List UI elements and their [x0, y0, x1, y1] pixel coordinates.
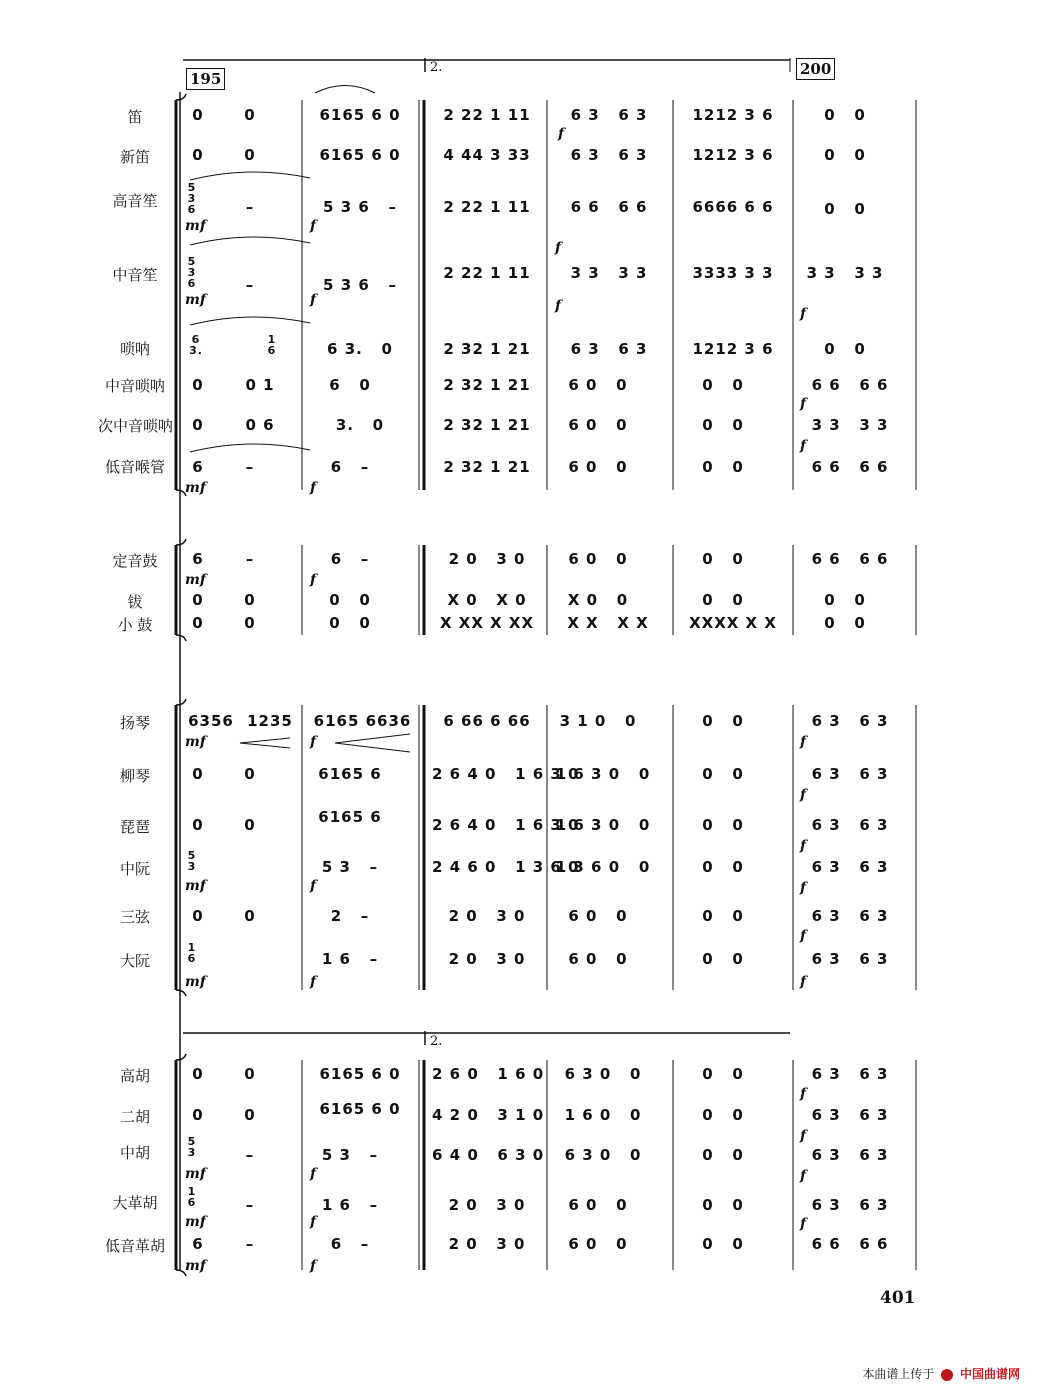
dynamic-mark: f — [310, 878, 317, 894]
dynamic-mark: f — [310, 292, 317, 308]
score-cell: 6 3 6 3 — [811, 1106, 889, 1124]
dynamic-mark: f — [310, 1166, 317, 1182]
footer-logo-icon — [941, 1369, 953, 1381]
score-cell: 5 3 6 — [187, 255, 197, 290]
score-cell: 2 6 0 1 6 0 — [432, 1065, 545, 1083]
score-cell: 0 — [244, 816, 256, 834]
score-cell: 6 — [192, 550, 204, 568]
score-cell: 2 0 3 0 — [448, 907, 526, 925]
score-cell: 0 — [244, 106, 256, 124]
score-cell: 0 — [244, 146, 256, 164]
dynamic-mark: mf — [185, 734, 206, 750]
score-cell: 3333 3 3 — [692, 264, 774, 282]
instrument-label: 中音笙 — [112, 266, 158, 284]
score-cell: 0 — [244, 765, 256, 783]
dynamic-mark: f — [555, 298, 562, 314]
score-cell: 6 – — [330, 550, 370, 568]
score-cell: 0 — [192, 765, 204, 783]
score-cell: 6165 6 0 — [319, 1100, 401, 1118]
score-cell: 0 0 — [824, 591, 866, 609]
footer-text: 本曲谱上传于 — [862, 1367, 935, 1381]
dynamic-mark: f — [800, 1168, 807, 1184]
score-cell: 1 6 — [187, 1185, 197, 1209]
score-cell: 0 0 — [824, 340, 866, 358]
score-cell: – — [245, 198, 255, 216]
instrument-label: 低音革胡 — [104, 1237, 165, 1255]
score-cell: 2 22 1 11 — [443, 198, 531, 216]
score-cell: 1 6 — [187, 941, 197, 965]
dynamic-mark: f — [800, 438, 807, 454]
instrument-label: 高胡 — [119, 1067, 150, 1085]
score-cell: 6 6 6 6 — [570, 198, 648, 216]
instrument-label: 小 鼓 — [117, 616, 153, 634]
score-cell: 6356 — [188, 712, 234, 730]
score-cell: 2 0 3 0 — [448, 1235, 526, 1253]
score-cell: 2 22 1 11 — [443, 106, 531, 124]
score-cell: 0 — [192, 816, 204, 834]
instrument-label: 柳琴 — [119, 767, 150, 785]
score-cell: 1 6 – — [321, 950, 379, 968]
score-cell: 0 — [192, 376, 204, 394]
instrument-label: 琵琶 — [119, 818, 150, 836]
score-cell: 0 — [244, 591, 256, 609]
score-cell: 0 0 — [702, 550, 744, 568]
score-cell: 3 3 3 3 — [811, 416, 889, 434]
score-cell: 6 6 6 6 — [811, 1235, 889, 1253]
score-cell: X 0 0 — [567, 591, 629, 609]
score-cell: 3 3 3 3 — [806, 264, 884, 282]
score-cell: – — [245, 1196, 255, 1214]
score-cell: 1 6 3 0 0 — [555, 816, 651, 834]
score-cell: 0 — [192, 146, 204, 164]
volta-label-bowed: 2. — [430, 1034, 443, 1049]
score-cell: 0 — [192, 1106, 204, 1124]
dynamic-mark: f — [310, 218, 317, 234]
score-cell: 2 4 6 0 1 3 6 0 — [432, 858, 580, 876]
score-cell: 0 0 — [824, 146, 866, 164]
dynamic-mark: f — [310, 974, 317, 990]
dynamic-mark: f — [800, 1086, 807, 1102]
score-cell: 0 0 — [702, 1235, 744, 1253]
score-cell: 6 0 0 — [568, 550, 628, 568]
score-cell: 6 – — [330, 458, 370, 476]
score-cell: – — [245, 1146, 255, 1164]
dynamic-mark: f — [800, 880, 807, 896]
score-cell: X 0 X 0 — [447, 591, 527, 609]
score-cell: 3 3 3 3 — [570, 264, 648, 282]
score-cell: 6 — [192, 458, 204, 476]
score-cell: 1 6 — [267, 333, 277, 357]
score-cell: 6 0 0 — [568, 1196, 628, 1214]
score-cell: 6 3 6 3 — [811, 858, 889, 876]
score-cell: 6 – — [330, 1235, 370, 1253]
dynamic-mark: mf — [185, 292, 206, 308]
score-cell: 0 1 — [245, 376, 275, 394]
footer-watermark — [862, 1365, 1020, 1382]
score-cell: 1212 3 6 — [692, 106, 774, 124]
dynamic-mark: mf — [185, 1258, 206, 1274]
dynamic-mark: f — [310, 572, 317, 588]
score-cell: 5 3 6 – — [323, 276, 397, 294]
dynamic-mark: f — [800, 1216, 807, 1232]
score-cell: 6 3 6 3 — [811, 816, 889, 834]
score-cell: X X X X — [567, 614, 649, 632]
score-cell: 6 3. — [189, 333, 203, 357]
score-cell: 0 0 — [824, 106, 866, 124]
score-cell: 6 3 6 3 — [570, 106, 648, 124]
instrument-label: 中胡 — [119, 1144, 150, 1162]
dynamic-mark: f — [310, 1214, 317, 1230]
instrument-label: 高音笙 — [112, 192, 158, 210]
score-cell: 0 0 — [702, 712, 744, 730]
instrument-label: 中阮 — [119, 860, 150, 878]
score-cell: 3 1 0 0 — [559, 712, 637, 730]
dynamic-mark: f — [800, 928, 807, 944]
score-cell: 0 0 — [702, 907, 744, 925]
score-cell: 6 3 0 0 — [564, 1065, 642, 1083]
score-cell: 6 3 6 3 — [570, 146, 648, 164]
score-cell: 0 0 — [702, 1106, 744, 1124]
dynamic-mark: mf — [185, 572, 206, 588]
score-cell: 6 0 0 — [568, 376, 628, 394]
dynamic-mark: f — [800, 1128, 807, 1144]
score-cell: – — [245, 276, 255, 294]
score-cell: 6 6 6 6 — [811, 458, 889, 476]
dynamic-mark: f — [800, 396, 807, 412]
dynamic-mark: mf — [185, 1214, 206, 1230]
score-cell: 6 3 6 3 — [811, 1196, 889, 1214]
score-cell: 6 66 6 66 — [443, 712, 531, 730]
score-cell: 6 3 0 0 — [564, 1146, 642, 1164]
score-cell: 5 3 6 – — [323, 198, 397, 216]
score-cell: 6 6 6 6 — [811, 550, 889, 568]
score-cell: – — [245, 458, 255, 476]
score-cell: 6 4 0 6 3 0 — [432, 1146, 545, 1164]
footer-brand: 中国曲谱网 — [959, 1367, 1020, 1381]
score-cell: 5 3 – — [321, 858, 379, 876]
score-cell: 0 0 — [702, 765, 744, 783]
score-cell: 0 — [192, 1065, 204, 1083]
instrument-label: 扬琴 — [119, 714, 150, 732]
dynamic-mark: f — [800, 787, 807, 803]
score-cell: 1212 3 6 — [692, 146, 774, 164]
score-cell: 2 32 1 21 — [443, 376, 531, 394]
score-cell: 0 0 — [702, 1196, 744, 1214]
score-cell: – — [245, 1235, 255, 1253]
score-cell: 2 – — [330, 907, 370, 925]
dynamic-mark: f — [555, 240, 562, 256]
score-cell: 0 0 — [824, 200, 866, 218]
measure-number-195: 195 — [186, 68, 225, 90]
score-cell: 5 3 – — [321, 1146, 379, 1164]
score-cell: 5 3 6 — [187, 181, 197, 216]
score-cell: 2 6 4 0 1 6 3 0 — [432, 816, 580, 834]
instrument-label: 中音唢呐 — [104, 377, 165, 395]
dynamic-mark: f — [310, 480, 317, 496]
score-cell: 2 0 3 0 — [448, 950, 526, 968]
score-cell: 6 3 6 3 — [811, 950, 889, 968]
score-cell: 6165 6 0 — [319, 146, 401, 164]
score-cell: 1235 — [247, 712, 293, 730]
score-cell: 2 0 3 0 — [448, 550, 526, 568]
score-cell: 2 6 4 0 1 6 3 0 — [432, 765, 580, 783]
score-cell: 0 0 — [702, 1146, 744, 1164]
dynamic-mark: mf — [185, 1166, 206, 1182]
score-cell: 6 6 6 6 — [811, 376, 889, 394]
page-number: 401 — [880, 1288, 916, 1308]
dynamic-mark: f — [800, 974, 807, 990]
score-cell: 0 — [244, 1106, 256, 1124]
score-cell: 6 0 0 — [568, 950, 628, 968]
score-cell: 6 3 6 3 — [570, 340, 648, 358]
score-cell: 5 3 — [187, 849, 197, 873]
score-cell: 0 — [192, 106, 204, 124]
score-cell: 6 0 0 — [568, 907, 628, 925]
score-cell: 6165 6 — [318, 765, 382, 783]
score-cell: 6 0 0 — [568, 416, 628, 434]
instrument-label: 大阮 — [119, 952, 150, 970]
instrument-label: 唢呐 — [119, 340, 150, 358]
score-cell: 2 0 3 0 — [448, 1196, 526, 1214]
instrument-label: 笛 — [127, 108, 143, 126]
score-cell: 6 3 6 3 — [811, 1146, 889, 1164]
score-cell: 0 — [244, 907, 256, 925]
instrument-label: 三弦 — [119, 908, 150, 926]
instrument-label: 大革胡 — [112, 1194, 158, 1212]
dynamic-mark: mf — [185, 878, 206, 894]
score-cell: 5 3 — [187, 1135, 197, 1159]
score-cell: 6165 6 — [318, 808, 382, 826]
dynamic-mark: mf — [185, 974, 206, 990]
measure-number-200: 200 — [796, 58, 835, 80]
score-cell: 0 — [192, 416, 204, 434]
score-cell: 4 2 0 3 1 0 — [432, 1106, 545, 1124]
instrument-label: 钹 — [127, 593, 143, 611]
score-cell: 0 — [244, 1065, 256, 1083]
score-cell: 6 0 0 — [568, 458, 628, 476]
score-cell: 1 6 – — [321, 1196, 379, 1214]
dynamic-mark: mf — [185, 218, 206, 234]
score-cell: 0 0 — [702, 591, 744, 609]
score-cell: 0 0 — [329, 614, 371, 632]
score-cell: X XX X XX — [439, 614, 535, 632]
score-cell: 6666 6 6 — [692, 198, 774, 216]
score-cell: 6 3 6 3 — [811, 712, 889, 730]
instrument-label: 新笛 — [119, 148, 150, 166]
score-cell: – — [245, 550, 255, 568]
score-cell: 0 0 — [702, 816, 744, 834]
score-cell: 6165 6636 — [313, 712, 412, 730]
score-cell: 6165 6 0 — [319, 1065, 401, 1083]
score-cell: 0 0 — [702, 376, 744, 394]
instrument-label: 次中音唢呐 — [97, 417, 173, 435]
dynamic-mark: f — [310, 734, 317, 750]
score-cell: 6 3 6 3 — [811, 765, 889, 783]
score-cell: 6 3 6 3 — [811, 907, 889, 925]
score-cell: 0 — [192, 591, 204, 609]
score-cell: 4 44 3 33 — [443, 146, 531, 164]
score-cell: 6 3 6 3 — [811, 1065, 889, 1083]
score-cell: 0 0 — [702, 950, 744, 968]
score-cell: 0 0 — [824, 614, 866, 632]
score-cell: 0 — [192, 614, 204, 632]
instrument-label: 定音鼓 — [112, 552, 158, 570]
score-cell: 1 6 3 0 0 — [555, 765, 651, 783]
score-cell: 6 0 — [329, 376, 371, 394]
score-cell: 1 6 0 0 — [564, 1106, 642, 1124]
score-cell: 2 32 1 21 — [443, 340, 531, 358]
dynamic-mark: f — [800, 734, 807, 750]
dynamic-mark: f — [310, 1258, 317, 1274]
dynamic-mark: f — [800, 838, 807, 854]
instrument-label: 二胡 — [119, 1108, 150, 1126]
dynamic-mark: mf — [185, 480, 206, 496]
instrument-label: 低音喉管 — [104, 458, 165, 476]
dynamic-mark: f — [558, 126, 565, 142]
dynamic-mark: f — [800, 306, 807, 322]
score-cell: 0 — [244, 614, 256, 632]
score-cell: 0 — [192, 907, 204, 925]
score-cell: 0 0 — [702, 1065, 744, 1083]
score-cell: 1 3 6 0 0 — [555, 858, 651, 876]
score-cell: 0 0 — [329, 591, 371, 609]
score-cell: 0 0 — [702, 858, 744, 876]
score-cell: 1212 3 6 — [692, 340, 774, 358]
score-cell: 2 32 1 21 — [443, 416, 531, 434]
score-cell: 0 0 — [702, 458, 744, 476]
score-cell: 3. 0 — [335, 416, 385, 434]
score-cell: 6165 6 0 — [319, 106, 401, 124]
score-cell: 0 6 — [245, 416, 275, 434]
volta-label-top: 2. — [430, 60, 443, 75]
score-cell: 2 32 1 21 — [443, 458, 531, 476]
score-cell: XXXX X X — [689, 614, 777, 632]
score-cell: 6 — [192, 1235, 204, 1253]
score-cell: 6 0 0 — [568, 1235, 628, 1253]
score-cell: 0 0 — [702, 416, 744, 434]
score-cell: 2 22 1 11 — [443, 264, 531, 282]
score-cell: 6 3. 0 — [327, 340, 393, 358]
